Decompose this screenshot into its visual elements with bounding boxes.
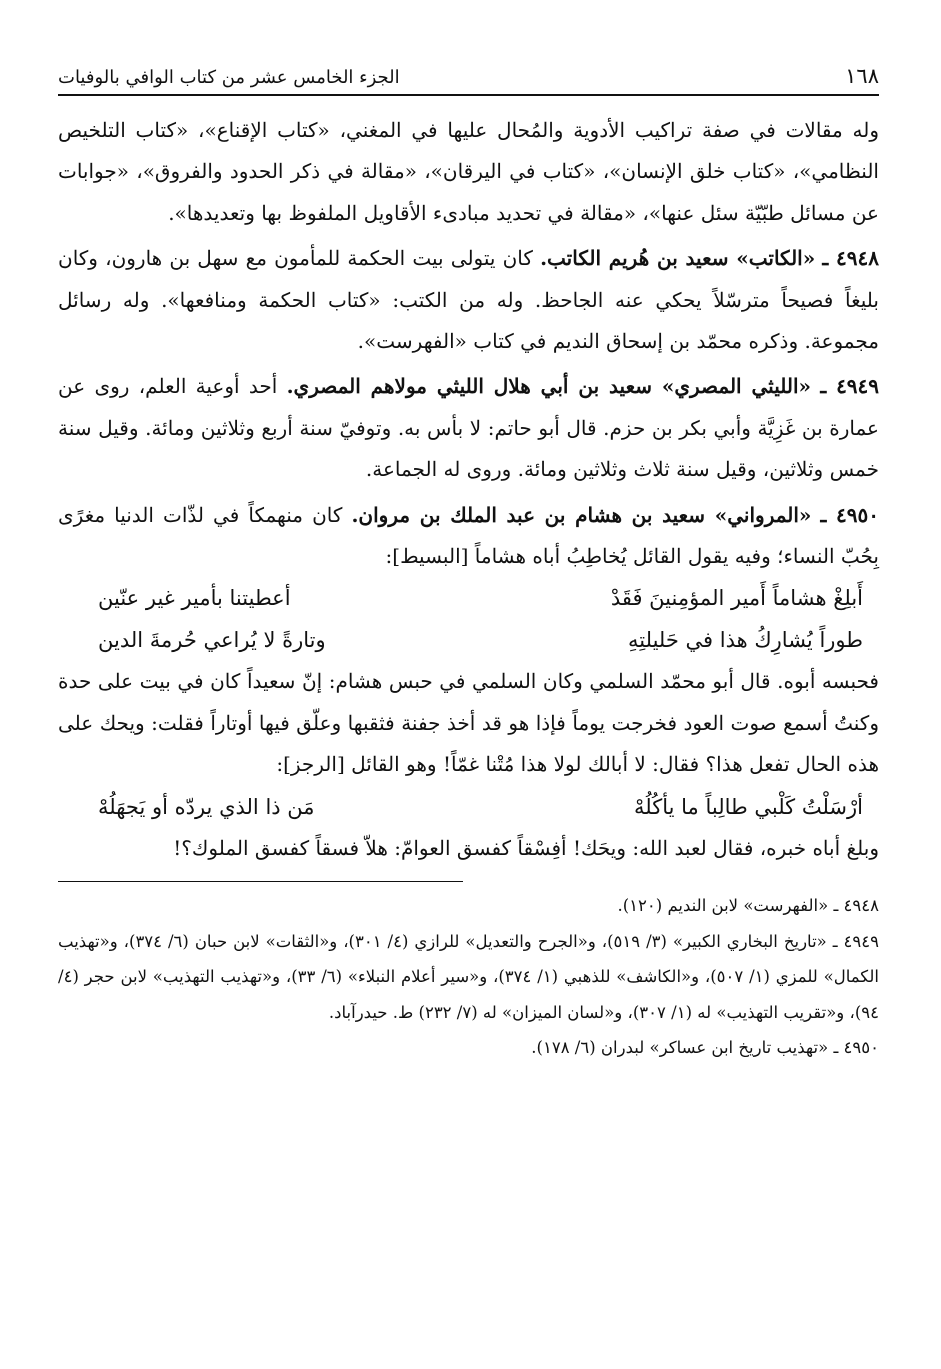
- verse-hemistich: وتارةً لا يُراعي حُرمةَ الدين: [98, 628, 326, 653]
- intro-text: وله مقالات في صفة تراكيب الأدوية والمُحال عليها في المغني، «كتاب الإقناع»، «كتاب التلخيص النظامي»، «كتاب خلق الإنسان»، «كتاب في اليرقان»، «مقالة في ذكر الحدود والفروق»، «جوابات عن مسائل طبّيّة سئل عنها»، «مقالة في تحديد مبادىء الأقاويل الملفوظ بها وتعديدها».: [58, 118, 879, 225]
- page-number: ١٦٨: [845, 64, 879, 88]
- entry-4948: [58, 238, 879, 362]
- running-title: الجزء الخامس عشر من كتاب الوافي بالوفيات: [58, 67, 400, 88]
- verse-line: [58, 786, 879, 828]
- entry-number: ٤٩٤٨ ـ: [822, 246, 879, 271]
- entry-text: كان منهمكاً في لذّات الدنيا مغرًى بِحُبّ النساء؛ وفيه يقول القائل يُخاطِبُ أباه هشاماً [البسيط]:: [58, 502, 879, 569]
- entry-text: أحد أوعية العلم، روى عن عمارة بن غَزِيَّة وأبي بكر بن حزم. قال أبو حاتم: لا بأس به. وتوفيّ سنة أربع وثلاثين ومائة. وقيل سنة خمس وثلاثين، وقيل سنة ثلاث وثلاثين ومائة. وروى له الجماعة.: [58, 374, 879, 482]
- footnote: ٤٩٤٨ ـ «الفهرست» لابن النديم (١٢٠).: [617, 896, 879, 916]
- verse-hemistich: أعطيتنا بأمير غير عنّين: [98, 586, 291, 611]
- entry-text: وبلغ أباه خبره، فقال لعبد الله: ويحَك! أفِسْقاً كفسق العوامّ: هلاّ فسقاً كفسق الملوك؟!: [173, 835, 879, 860]
- verse-hemistich: أرْسَلْتُ كَلْبي طالِباً ما يأكُلُهْ: [634, 794, 863, 819]
- page-header: [58, 52, 879, 88]
- verse-hemistich: أَبلِغْ هشاماً أَمير المؤمِنينَ فَقَدْ: [610, 586, 863, 611]
- verse-line: [58, 619, 879, 661]
- footnote: ٤٩٤٩ ـ «تاريخ البخاري الكبير» (٣/ ٥١٩)، و«الجرح والتعديل» للرازي (٤/ ٣٠١)، و«الثقات» لابن حبان (٦/ ٣٧٤)، و«تهذيب الكمال» للمزي (١/ ٥٠٧)، و«الكاشف» للذهبي (١/ ٣٧٤)، و«سير أعلام النبلاء» (٦/ ٣٣)، و«تهذيب التهذيب» لابن حجر (٤/ ٩٤)، و«تقريب التهذيب» له (١/ ٣٠٧)، و«لسان الميزان» له (٧/ ٢٣٢) ط. حيدرآباد.: [58, 931, 879, 1022]
- footnotes: [58, 888, 879, 1066]
- entry-4949: [58, 366, 879, 490]
- verse-hemistich: طوراً يُشارِكُ هذا في حَليلتِهِ: [628, 628, 863, 653]
- entry-name: «المرواني» سعيد بن هشام بن عبد الملك بن مروان.: [351, 502, 812, 527]
- verse-line: [58, 577, 879, 619]
- entry-name: «الكاتب» سعيد بن هُريم الكاتب.: [540, 246, 816, 271]
- entry-name: «الليثي المصري» سعيد بن أبي هلال الليثي مولاهم المصري.: [286, 374, 812, 399]
- entry-number: ٤٩٤٩ ـ: [820, 374, 880, 399]
- entry-number: ٤٩٥٠ ـ: [820, 502, 879, 527]
- entry-text: فحبسه أبوه. قال أبو محمّد السلمي وكان السلمي في حبس هشام: إنّ سعيداً كان في بيت على حدة وكنتُ أسمع صوت العود فخرجت يوماً فإذا هو قد أخذ جفنة فثقبها وعلّق فيها أوتاراً فقلت: ويحك على هذه الحال تفعل هذا؟ فقال: لا أبالك لولا هذا مُتْنا غمّاً! وهو القائل [الرجز]:: [58, 669, 879, 777]
- entry-text: كان يتولى بيت الحكمة للمأمون مع سهل بن هارون، وكان بليغاً فصيحاً مترسّلاً يحكي عنه الجاحظ. وله من الكتب: «كتاب الحكمة ومنافعها». وله رسائل مجموعة. وذكره محمّد بن إسحاق النديم في كتاب «الفهرست».: [58, 246, 879, 354]
- footnote: ٤٩٥٠ ـ «تهذيب تاريخ ابن عساكر» لبدران (٦/ ١٧٨).: [531, 1038, 879, 1058]
- verse-hemistich: مَن ذا الذي يردّه أو يَجهَلُهْ: [98, 794, 315, 819]
- footnote-rule: [58, 881, 463, 882]
- header-rule: [58, 94, 879, 96]
- entry-4950: [58, 495, 879, 869]
- intro-paragraph: [58, 110, 879, 234]
